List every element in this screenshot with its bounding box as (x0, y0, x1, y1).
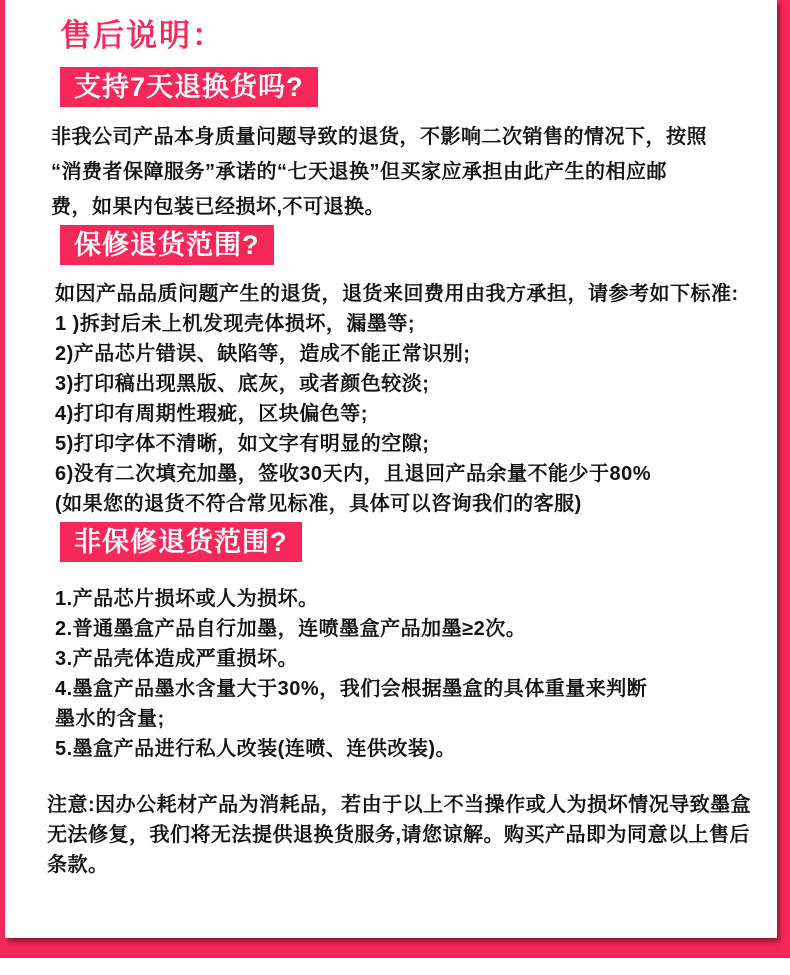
text-line: 6)没有二次填充加墨，签收30天内，且退回产品余量不能少于80% (55, 463, 652, 485)
section-body-warranty-scope (55, 279, 777, 519)
section-badge-warranty-scope: 保修退货范围? (60, 225, 274, 265)
text-line: “消费者保障服务”承诺的“七天退换”但买家应承担由此产生的相应邮 (51, 161, 667, 183)
section-body-7day-return (51, 120, 777, 225)
section-body-non-warranty-scope (55, 584, 777, 764)
text-line: 3)打印稿出现黑版、底灰，或者颜色较淡; (55, 373, 430, 395)
text-line: 3.产品壳体造成严重损坏。 (55, 648, 299, 670)
text-line: 费，如果内包装已经损坏,不可退换。 (51, 196, 386, 218)
notice-paragraph (47, 790, 777, 880)
text-line: 4.墨盒产品墨水含量大于30%，我们会根据墨盒的具体重量来判断 (55, 678, 648, 700)
section-badge-7day-return: 支持7天退换货吗? (60, 67, 318, 107)
text-line: 如因产品品质问题产生的退货，退货来回费用由我方承担，请参考如下标准: (55, 283, 739, 305)
page-title: 售后说明： (60, 18, 225, 53)
section-badge-non-warranty-scope: 非保修退货范围? (60, 522, 302, 562)
text-line: 非我公司产品本身质量问题导致的退货，不影响二次销售的情况下，按照 (51, 126, 707, 148)
text-line: 5.墨盒产品进行私人改装(连喷、连供改装)。 (55, 738, 456, 760)
text-line: 2.普通墨盒产品自行加墨，连喷墨盒产品加墨≥2次。 (55, 618, 527, 640)
text-line: 1.产品芯片损坏或人为损坏。 (55, 588, 319, 610)
text-line: 条款。 (47, 854, 109, 876)
text-line: 4)打印有周期性瑕疵，区块偏色等; (55, 403, 368, 425)
text-line: 1 )拆封后未上机发现壳体损坏，漏墨等; (55, 313, 415, 335)
content-card (5, 0, 777, 938)
text-line: 注意:因办公耗材产品为消耗品，若由于以上不当操作或人为损坏情况导致墨盒 (47, 794, 752, 816)
text-line: (如果您的退货不符合常见标准，具体可以咨询我们的客服) (55, 493, 582, 515)
text-line: 无法修复，我们将无法提供退换货服务,请您谅解。购买产品即为同意以上售后 (47, 824, 751, 846)
text-line: 5)打印字体不清晰，如文字有明显的空隙; (55, 433, 430, 455)
text-line: 墨水的含量; (55, 708, 165, 730)
text-line: 2)产品芯片错误、缺陷等，造成不能正常识别; (55, 343, 471, 365)
